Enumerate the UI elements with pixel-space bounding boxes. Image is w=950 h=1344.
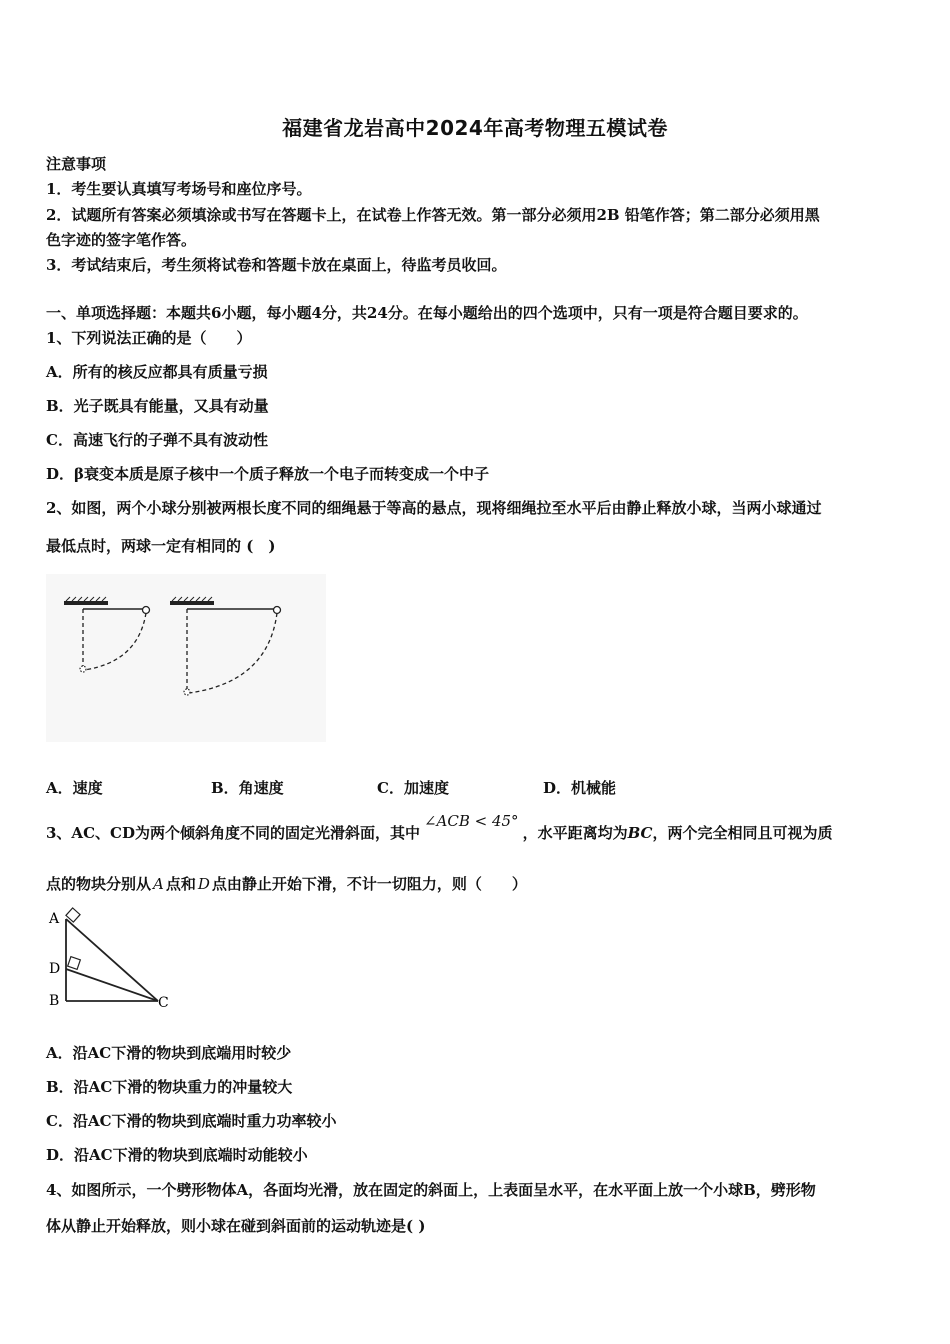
q3-point-d: D	[197, 875, 210, 893]
q3-stem-line2	[46, 873, 527, 894]
q4-stem-line1: 4、如图所示，一个劈形物体A，各面均光滑，放在固定的斜面上，上表面呈水平，在水平面上放一个小球B，劈形物	[46, 1181, 816, 1199]
label-d: D	[49, 961, 61, 977]
q3-line2-a: 点的物块分别从	[46, 875, 152, 893]
q3-angle-condition: ∠ACB < 45°	[423, 812, 519, 830]
q3-stem-prefix: 3、AC、CD为两个倾斜角度不同的固定光滑斜面，其中	[46, 824, 420, 842]
q3-line2-b: 点和	[165, 875, 196, 893]
notice-item-2: 2．试题所有答案必须填涂或书写在答题卡上，在试卷上作答无效。第一部分必须用2B 铅笔作答；第二部分必须用黑	[46, 206, 820, 224]
q2-option-d: D．机械能	[543, 779, 617, 797]
incline-figure	[46, 905, 176, 1013]
block-at-d	[68, 957, 81, 970]
notice-item-3: 3．考试结束后，考生须将试卷和答题卡放在桌面上，待监考员收回。	[46, 256, 507, 274]
label-b: B	[49, 993, 60, 1009]
ball-start-right	[274, 607, 281, 614]
ceiling-support-left	[64, 601, 108, 605]
pendulum-figure	[46, 574, 326, 742]
ball-lowest-left	[80, 666, 86, 672]
q3-option-d: D．沿AC下滑的物块到底端时动能较小	[46, 1146, 308, 1164]
q1-option-b: B．光子既具有能量，又具有动量	[46, 397, 269, 415]
q2-option-a: A．速度	[46, 779, 103, 797]
notice-item-2-cont: 色字迹的签字笔作答。	[46, 231, 197, 249]
page-title: 福建省龙岩高中2024年高考物理五模试卷	[282, 116, 668, 140]
q3-bc: BC	[627, 824, 653, 842]
q3-stem-line1	[46, 812, 833, 843]
notice-heading: 注意事项	[46, 155, 107, 173]
q2-stem-line1: 2、如图，两个小球分别被两根长度不同的细绳悬于等高的悬点，现将细绳拉至水平后由静止释放小球，当两小球通过	[46, 499, 822, 517]
q4-stem-line2: 体从静止开始释放，则小球在碰到斜面前的运动轨迹是( )	[46, 1217, 426, 1235]
q1-option-a: A．所有的核反应都具有质量亏损	[46, 363, 268, 381]
ball-lowest-right	[184, 689, 190, 695]
q2-option-b: B．角速度	[211, 779, 284, 797]
incline-dc	[66, 969, 158, 1001]
q3-option-a: A．沿AC下滑的物块到底端用时较少	[46, 1044, 292, 1062]
q3-line2-c: 点由静止开始下滑，不计一切阻力，则（ ）	[211, 875, 527, 893]
section-heading: 一、单项选择题：本题共6小题，每小题4分，共24分。在每小题给出的四个选项中，只有一项是符合题目要求的。	[46, 304, 808, 322]
ball-start-left	[143, 607, 150, 614]
q1-option-d: D．β衰变本质是原子核中一个质子释放一个电子而转变成一个中子	[46, 465, 489, 483]
label-a: A	[49, 911, 60, 927]
q3-option-b: B．沿AC下滑的物块重力的冲量较大	[46, 1078, 293, 1096]
q2-option-c: C．加速度	[377, 779, 449, 797]
q3-point-a: A	[153, 875, 164, 893]
q3-option-c: C．沿AC下滑的物块到底端时重力功率较小	[46, 1112, 337, 1130]
q3-stem-suffix: ，水平距离均为	[522, 824, 628, 842]
label-c: C	[158, 995, 169, 1011]
ceiling-support-right	[170, 601, 214, 605]
q3-stem-suffix2: ，两个完全相同且可视为质	[652, 824, 833, 842]
notice-item-1: 1．考生要认真填写考场号和座位序号。	[46, 180, 312, 198]
q1-stem: 1、下列说法正确的是（ ）	[46, 329, 252, 347]
q1-option-c: C．高速飞行的子弹不具有波动性	[46, 431, 268, 449]
q2-stem-line2: 最低点时，两球一定有相同的 ( )	[46, 537, 276, 555]
